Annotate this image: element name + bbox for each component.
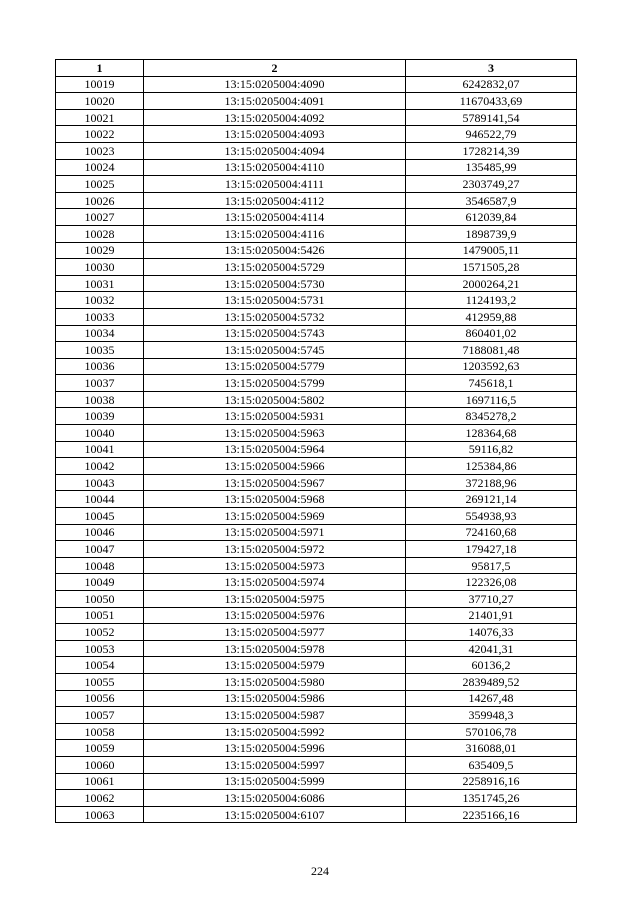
cadastral-number-cell: 13:15:0205004:5997 [144, 756, 406, 773]
row-number-cell: 10053 [56, 640, 144, 657]
table-row [56, 491, 577, 508]
value-cell: 635409,5 [406, 756, 577, 773]
row-number-cell: 10061 [56, 773, 144, 790]
value-cell: 1728214,39 [406, 142, 577, 159]
header-cell-1: 1 [56, 60, 144, 77]
value-cell: 125384,86 [406, 458, 577, 475]
cadastral-number-cell: 13:15:0205004:4094 [144, 142, 406, 159]
page-number: 224 [311, 864, 329, 878]
row-number-cell: 10049 [56, 574, 144, 591]
cadastral-number-cell: 13:15:0205004:5743 [144, 325, 406, 342]
cadastral-number-cell: 13:15:0205004:5980 [144, 673, 406, 690]
row-number-cell: 10023 [56, 142, 144, 159]
row-number-cell: 10036 [56, 358, 144, 375]
row-number-cell: 10040 [56, 425, 144, 442]
cadastral-number-cell: 13:15:0205004:5966 [144, 458, 406, 475]
cadastral-number-cell: 13:15:0205004:5996 [144, 740, 406, 757]
value-cell: 37710,27 [406, 591, 577, 608]
cadastral-number-cell: 13:15:0205004:5931 [144, 408, 406, 425]
cadastral-number-cell: 13:15:0205004:5426 [144, 242, 406, 259]
value-cell: 2235166,16 [406, 806, 577, 823]
cadastral-number-cell: 13:15:0205004:4090 [144, 76, 406, 93]
value-cell: 1898739,9 [406, 225, 577, 242]
cadastral-number-cell: 13:15:0205004:5745 [144, 342, 406, 359]
value-cell: 14267,48 [406, 690, 577, 707]
cadastral-number-cell: 13:15:0205004:5967 [144, 474, 406, 491]
value-cell: 42041,31 [406, 640, 577, 657]
table-row [56, 541, 577, 558]
value-cell: 1571505,28 [406, 259, 577, 276]
row-number-cell: 10034 [56, 325, 144, 342]
table-row [56, 773, 577, 790]
value-cell: 554938,93 [406, 508, 577, 525]
value-cell: 179427,18 [406, 541, 577, 558]
table-row [56, 275, 577, 292]
row-number-cell: 10025 [56, 176, 144, 193]
row-number-cell: 10047 [56, 541, 144, 558]
header-cell-2: 2 [144, 60, 406, 77]
cadastral-number-cell: 13:15:0205004:5973 [144, 557, 406, 574]
cadastral-number-cell: 13:15:0205004:5979 [144, 657, 406, 674]
row-number-cell: 10033 [56, 308, 144, 325]
cadastral-number-cell: 13:15:0205004:5799 [144, 375, 406, 392]
table-row [56, 342, 577, 359]
row-number-cell: 10054 [56, 657, 144, 674]
cadastral-number-cell: 13:15:0205004:6086 [144, 790, 406, 807]
value-cell: 724160,68 [406, 524, 577, 541]
cadastral-number-cell: 13:15:0205004:5779 [144, 358, 406, 375]
table-row [56, 209, 577, 226]
row-number-cell: 10062 [56, 790, 144, 807]
value-cell: 1479005,11 [406, 242, 577, 259]
cadastral-number-cell: 13:15:0205004:5972 [144, 541, 406, 558]
row-number-cell: 10029 [56, 242, 144, 259]
cadastral-number-cell: 13:15:0205004:5968 [144, 491, 406, 508]
row-number-cell: 10030 [56, 259, 144, 276]
row-number-cell: 10056 [56, 690, 144, 707]
table-row [56, 508, 577, 525]
value-cell: 269121,14 [406, 491, 577, 508]
cadastral-number-cell: 13:15:0205004:6107 [144, 806, 406, 823]
value-cell: 6242832,07 [406, 76, 577, 93]
value-cell: 1124193,2 [406, 292, 577, 309]
cadastral-number-cell: 13:15:0205004:5732 [144, 308, 406, 325]
table-row [56, 425, 577, 442]
table-row [56, 740, 577, 757]
row-number-cell: 10059 [56, 740, 144, 757]
table-row [56, 325, 577, 342]
row-number-cell: 10028 [56, 225, 144, 242]
row-number-cell: 10057 [56, 707, 144, 724]
value-cell: 570106,78 [406, 723, 577, 740]
table-row [56, 458, 577, 475]
value-cell: 359948,3 [406, 707, 577, 724]
row-number-cell: 10039 [56, 408, 144, 425]
table-row [56, 624, 577, 641]
table-row [56, 292, 577, 309]
table-row [56, 109, 577, 126]
table-row [56, 142, 577, 159]
value-cell: 745618,1 [406, 375, 577, 392]
row-number-cell: 10046 [56, 524, 144, 541]
row-number-cell: 10031 [56, 275, 144, 292]
cadastral-number-cell: 13:15:0205004:5730 [144, 275, 406, 292]
value-cell: 59116,82 [406, 441, 577, 458]
value-cell: 122326,08 [406, 574, 577, 591]
table-row [56, 607, 577, 624]
table-row [56, 192, 577, 209]
table-row [56, 126, 577, 143]
value-cell: 2303749,27 [406, 176, 577, 193]
table-row [56, 806, 577, 823]
value-cell: 3546587,9 [406, 192, 577, 209]
table-row [56, 441, 577, 458]
table-row [56, 259, 577, 276]
value-cell: 1697116,5 [406, 391, 577, 408]
table-row [56, 358, 577, 375]
cadastral-number-cell: 13:15:0205004:5978 [144, 640, 406, 657]
row-number-cell: 10037 [56, 375, 144, 392]
table-row [56, 408, 577, 425]
row-number-cell: 10055 [56, 673, 144, 690]
header-cell-3: 3 [406, 60, 577, 77]
table-row [56, 242, 577, 259]
cadastral-number-cell: 13:15:0205004:5729 [144, 259, 406, 276]
value-cell: 14076,33 [406, 624, 577, 641]
table-row [56, 790, 577, 807]
table-row [56, 93, 577, 110]
cadastral-number-cell: 13:15:0205004:5976 [144, 607, 406, 624]
row-number-cell: 10045 [56, 508, 144, 525]
table-row [56, 474, 577, 491]
table-row [56, 375, 577, 392]
value-cell: 1203592,63 [406, 358, 577, 375]
cadastral-number-cell: 13:15:0205004:4092 [144, 109, 406, 126]
cadastral-number-cell: 13:15:0205004:4114 [144, 209, 406, 226]
row-number-cell: 10058 [56, 723, 144, 740]
table-row [56, 640, 577, 657]
table-row [56, 308, 577, 325]
row-number-cell: 10024 [56, 159, 144, 176]
cadastral-number-cell: 13:15:0205004:5974 [144, 574, 406, 591]
table-row [56, 76, 577, 93]
cadastral-number-cell: 13:15:0205004:5802 [144, 391, 406, 408]
row-number-cell: 10042 [56, 458, 144, 475]
value-cell: 11670433,69 [406, 93, 577, 110]
value-cell: 128364,68 [406, 425, 577, 442]
table-header [56, 60, 577, 77]
cadastral-number-cell: 13:15:0205004:4093 [144, 126, 406, 143]
value-cell: 5789141,54 [406, 109, 577, 126]
row-number-cell: 10063 [56, 806, 144, 823]
table-row [56, 707, 577, 724]
value-cell: 7188081,48 [406, 342, 577, 359]
cadastral-number-cell: 13:15:0205004:4112 [144, 192, 406, 209]
value-cell: 8345278,2 [406, 408, 577, 425]
table-row [56, 574, 577, 591]
value-cell: 860401,02 [406, 325, 577, 342]
row-number-cell: 10044 [56, 491, 144, 508]
row-number-cell: 10035 [56, 342, 144, 359]
row-number-cell: 10048 [56, 557, 144, 574]
cadastral-number-cell: 13:15:0205004:5964 [144, 441, 406, 458]
row-number-cell: 10022 [56, 126, 144, 143]
value-cell: 946522,79 [406, 126, 577, 143]
value-cell: 2839489,52 [406, 673, 577, 690]
table-row [56, 690, 577, 707]
cadastral-number-cell: 13:15:0205004:5977 [144, 624, 406, 641]
value-cell: 2258916,16 [406, 773, 577, 790]
cadastral-number-cell: 13:15:0205004:4111 [144, 176, 406, 193]
value-cell: 1351745,26 [406, 790, 577, 807]
table-row [56, 524, 577, 541]
value-cell: 60136,2 [406, 657, 577, 674]
cadastral-number-cell: 13:15:0205004:5731 [144, 292, 406, 309]
row-number-cell: 10027 [56, 209, 144, 226]
row-number-cell: 10050 [56, 591, 144, 608]
table-row [56, 756, 577, 773]
value-cell: 316088,01 [406, 740, 577, 757]
value-cell: 2000264,21 [406, 275, 577, 292]
row-number-cell: 10052 [56, 624, 144, 641]
value-cell: 372188,96 [406, 474, 577, 491]
cadastral-number-cell: 13:15:0205004:5963 [144, 425, 406, 442]
value-cell: 95817,5 [406, 557, 577, 574]
cadastral-number-cell: 13:15:0205004:4116 [144, 225, 406, 242]
row-number-cell: 10038 [56, 391, 144, 408]
table-row [56, 176, 577, 193]
table-row [56, 657, 577, 674]
table-row [56, 591, 577, 608]
row-number-cell: 10021 [56, 109, 144, 126]
cadastral-number-cell: 13:15:0205004:5987 [144, 707, 406, 724]
table-row [56, 557, 577, 574]
cadastral-number-cell: 13:15:0205004:4110 [144, 159, 406, 176]
cadastral-number-cell: 13:15:0205004:5986 [144, 690, 406, 707]
value-cell: 412959,88 [406, 308, 577, 325]
header-row [56, 60, 577, 77]
cadastral-number-cell: 13:15:0205004:4091 [144, 93, 406, 110]
row-number-cell: 10019 [56, 76, 144, 93]
row-number-cell: 10051 [56, 607, 144, 624]
table-row [56, 225, 577, 242]
row-number-cell: 10041 [56, 441, 144, 458]
table-row [56, 159, 577, 176]
cadastral-number-cell: 13:15:0205004:5969 [144, 508, 406, 525]
table-row [56, 391, 577, 408]
table-row [56, 723, 577, 740]
table-body [56, 76, 577, 823]
cadastral-number-cell: 13:15:0205004:5992 [144, 723, 406, 740]
value-cell: 135485,99 [406, 159, 577, 176]
cadastral-number-cell: 13:15:0205004:5971 [144, 524, 406, 541]
value-cell: 21401,91 [406, 607, 577, 624]
row-number-cell: 10043 [56, 474, 144, 491]
value-cell: 612039,84 [406, 209, 577, 226]
cadastral-number-cell: 13:15:0205004:5999 [144, 773, 406, 790]
row-number-cell: 10026 [56, 192, 144, 209]
row-number-cell: 10060 [56, 756, 144, 773]
table-row [56, 673, 577, 690]
cadastral-table [55, 59, 577, 823]
cadastral-number-cell: 13:15:0205004:5975 [144, 591, 406, 608]
row-number-cell: 10032 [56, 292, 144, 309]
row-number-cell: 10020 [56, 93, 144, 110]
